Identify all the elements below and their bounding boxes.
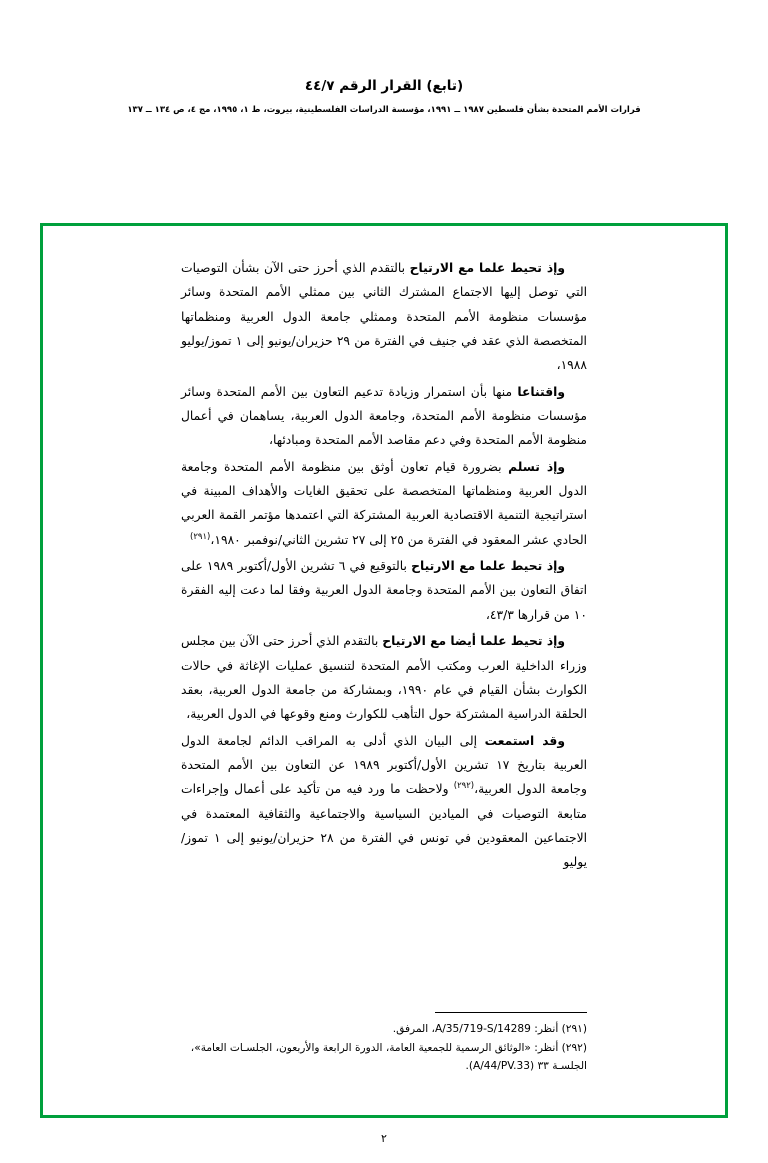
footnotes-section: [181, 1012, 587, 1075]
footnote-marker: (٢٩١): [190, 531, 211, 542]
paragraph-text: بالتوقيع في ٦ تشرين الأول/أكتوبر ١٩٨٩ على اتفاق التعاون بين الأمم المتحدة وجامعة الدول العربية وفقا لما دعت إليه الفقرة ١٠ من قرارها ٤٣/٣،: [181, 559, 587, 622]
document-page: [0, 78, 768, 1163]
paragraph-lead: وإذ تسلم: [508, 459, 566, 474]
paragraph-lead: وإذ تحيط علما مع الارتياح: [409, 261, 565, 275]
footnote-reference: A/35/719-S/14289: [434, 1023, 531, 1036]
paragraph-text-continued: ولاحظت ما ورد فيه من تأكيد على أعمال وإجراءات متابعة التوصيات في الميادين السياسية والاجتماعية والثقافية المعتمدة في الاجتماعين المعقودين في تونس في الفترة من ٢٨ حزيران/يونيو إلى ١ تموز/يوليو: [181, 782, 587, 870]
footnote-label: أنظر:: [534, 1023, 559, 1036]
footnote-item: [181, 1039, 587, 1075]
paragraph: [181, 256, 587, 378]
paragraph-text: بضرورة قيام تعاون أوثق بين منظومة الأمم المتحدة وجامعة الدول العربية ومنظماتها المتخصصة على تحقيق الغايات والأهداف المبينة في استراتيجية التنمية الاقتصادية العربية المشتركة التي اعتمدها مؤتمر القمة العربي الحادي عشر المعقود في الفترة من ٢٥ إلى ٢٧ تشرين الثاني/نوفمبر ١٩٨٠،: [181, 459, 587, 547]
footnote-tail: .: [465, 1059, 469, 1072]
page-number: ٢: [381, 1132, 387, 1145]
footnote-marker: (٢٩١): [561, 1023, 587, 1036]
footnote-text: «الوثائق الرسمية للجمعية العامة، الدورة الرابعة والأربعون، الجلسـات العامة»، الجلسـة ٣٣: [190, 1041, 587, 1072]
paragraph: [181, 729, 587, 875]
source-citation: قرارات الأمم المتحدة بشأن فلسطين ١٩٨٧ ــ ١٩٩١، مؤسسة الدراسات الفلسطينية، بيروت، ط ١، ١٩٩٥، مج ٤، ص ١٣٤ ــ ١٣٧: [127, 105, 641, 115]
paragraph-lead: وقد استمعت: [484, 733, 565, 748]
content-frame: [40, 223, 728, 1118]
page-title: (تابع) القرار الرقم ٤٤/٧: [304, 78, 464, 94]
paragraph: [181, 554, 587, 627]
paragraph-text: إلى البيان الذي أدلى به المراقب الدائم لجامعة الدول العربية بتاريخ ١٧ تشرين الأول/أكتوبر ١٩٨٩ عن التعاون بين الأمم المتحدة وجامعة الدول العربية،: [181, 733, 587, 797]
footnote-marker: (٢٩٢): [561, 1041, 587, 1054]
paragraph-lead: واقتناعا: [517, 384, 565, 399]
page-header: [0, 78, 768, 115]
paragraph: [181, 629, 587, 726]
footnote-item: [181, 1020, 587, 1038]
paragraph-lead: وإذ تحيط علما مع الارتياح: [411, 559, 565, 574]
paragraph-text: بالتقدم الذي أحرز حتى الآن بين مجلس وزراء الداخلية العرب ومكتب الأمم المتحدة لتنسيق عمليات الإغاثة في حالات الكوارث بشأن القيام في عام ١٩٩٠، وبمشاركة من جامعة الدول العربية، بعقد الحلقة الدراسية المشتركة حول التأهب للكوارث ومنع وقوعها في الدول العربية،: [181, 634, 587, 722]
document-body: [181, 256, 587, 877]
paragraph-lead: وإذ تحيط علما أيضا مع الارتياح: [382, 634, 565, 649]
paragraph: [181, 455, 587, 552]
paragraph: [181, 380, 587, 453]
footnote-reference: (A/44/PV.33): [468, 1059, 535, 1072]
footnote-marker: (٢٩٢): [453, 781, 475, 792]
paragraph-text: بالتقدم الذي أحرز حتى الآن بشأن التوصيات التي توصل إليها الاجتماع المشترك الثاني بين ممثلي الأمم المتحدة وسائر مؤسسات منظومة الأمم المتحدة وممثلي جامعة الدول العربية ومنظماتها المتخصصة الذي عقد في جنيف في الفترة من ٢٩ حزيران/يونيو إلى ١ تموز/يوليو ١٩٨٨،: [181, 261, 587, 373]
footnote-tail: ، المرفق.: [392, 1023, 435, 1036]
paragraph-text: منها بأن استمرار وزيادة تدعيم التعاون بين الأمم المتحدة وسائر مؤسسات منظومة الأمم المتحدة، وجامعة الدول العربية، يساهمان في أعمال منظومة الأمم المتحدة وفي دعم مقاصد الأمم المتحدة ومبادئها،: [181, 384, 587, 448]
footnote-divider: [435, 1012, 587, 1013]
footnote-label: أنظر:: [534, 1041, 559, 1054]
